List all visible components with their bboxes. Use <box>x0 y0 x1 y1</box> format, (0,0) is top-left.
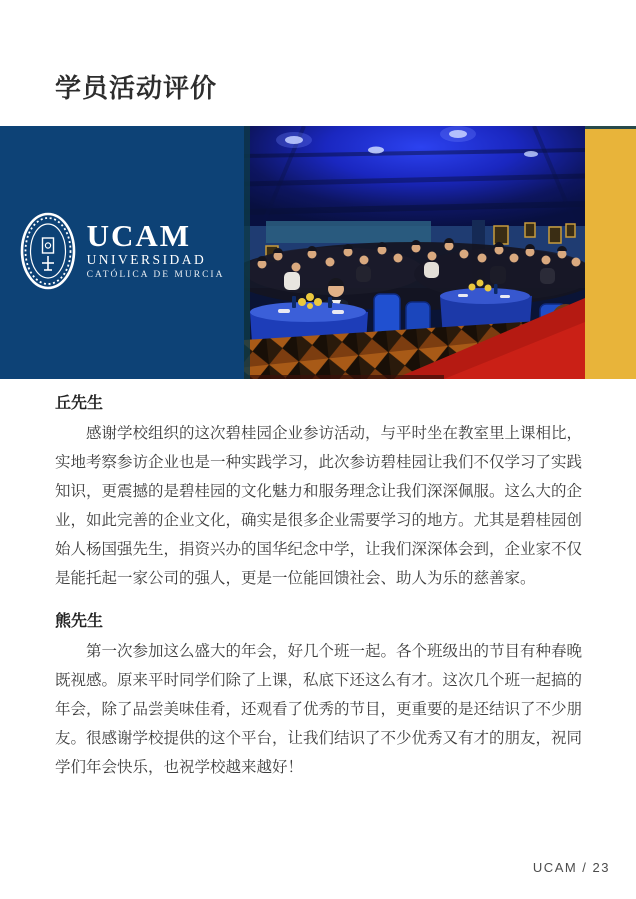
page-footer <box>533 860 610 875</box>
ucam-seal-icon <box>20 212 76 290</box>
ucam-logo <box>20 212 225 290</box>
banner <box>0 126 636 379</box>
event-photo <box>244 126 585 379</box>
yellow-stripe <box>585 126 636 379</box>
testimonials-section <box>55 392 582 799</box>
logo-line-catolica: CATÓLICA DE MURCIA <box>86 269 225 280</box>
ucam-logo-panel <box>0 126 244 379</box>
logo-wordmark: UCAM <box>86 217 191 253</box>
testimonial-text-qiu: 感谢学校组织的这次碧桂园企业参访活动，与平时坐在教室里上课相比，实地考察参访企业也是一种实践学习，此次参访碧桂园让我们不仅学习了实践知识，更震撼的是碧桂园的文化魅力和服务理念让我们深深佩服。这么大的企业，如此完善的企业文化，确实是很多企业需要学习的地方。尤其是碧桂园创始人杨国强先生，捐资兴办的国华纪念中学，让我们深深体会到，企业家不仅是能托起一家公司的强人，更是一位能回馈社会、助人为乐的慈善家。 <box>55 425 583 587</box>
testimonial-heading-xiong: 熊先生 <box>55 613 104 630</box>
ucam-logo-text <box>86 217 225 281</box>
testimonial-heading-qiu: 丘先生 <box>55 395 104 412</box>
page-number: UCAM / 23 <box>532 860 610 875</box>
testimonial-text-xiong: 第一次参加这么盛大的年会，好几个班一起。各个班级出的节目有种春晚既视感。原来平时同学们除了上课，私底下还这么有才。这次几个班一起搞的年会，除了品尝美味佳肴，还观看了优秀的节目，更重要的是还结识了不少朋友。很感谢学校提供的这个平台，让我们结识了不少优秀又有才的朋友，祝同学们年会快乐，也祝学校越来越好！ <box>55 643 583 776</box>
event-photo-illustration <box>244 126 585 379</box>
page-title: 学员活动评价 <box>55 73 218 103</box>
logo-line-universidad: UNIVERSIDAD <box>86 251 207 267</box>
